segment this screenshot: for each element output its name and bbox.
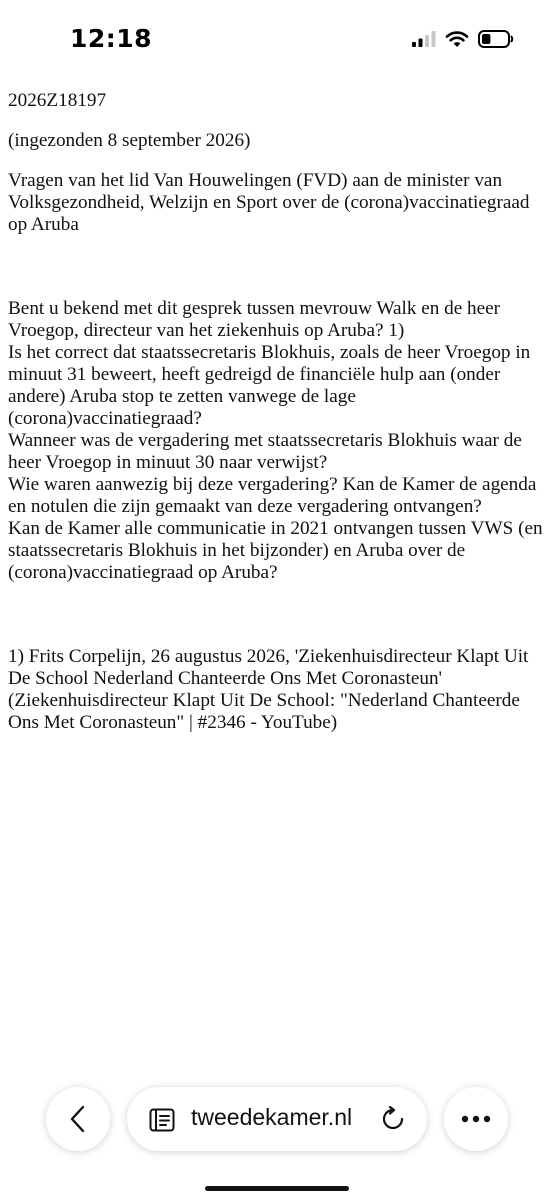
wifi-icon — [445, 30, 469, 48]
address-bar[interactable] — [127, 1087, 427, 1151]
more-button[interactable] — [444, 1087, 508, 1151]
back-button[interactable] — [46, 1087, 110, 1151]
footnote: 1) Frits Corpelijn, 26 augustus 2026, 'Ziekenhuisdirecteur Klapt Uit De School Nederland Chanteerde Ons Met Coronasteun' (Ziekenhuisdirecteur Klapt Uit De School: "Nederland Chanteerde Ons Met Coronasteun" | #2346 - YouTube) — [8, 646, 529, 733]
document-body — [8, 90, 548, 734]
more-icon — [461, 1115, 491, 1123]
document-id: 2026Z18197 — [8, 90, 107, 111]
question-item: Kan de Kamer alle communicatie in 2021 ontvangen tussen VWS (en staatssecretaris Blokhuis in het bijzonder) en Aruba over de (corona)vaccinatiegraad op Aruba? — [8, 518, 543, 583]
home-indicator — [205, 1186, 349, 1191]
status-time: 12:18 — [70, 24, 153, 53]
document-title: Vragen van het lid Van Houwelingen (FVD) aan de minister van Volksgezondheid, Welzijn en Sport over de (corona)vaccinatiegraad op Aruba — [8, 170, 530, 235]
url-text[interactable]: tweedekamer.nl — [191, 1104, 353, 1130]
browser-toolbar — [0, 1080, 554, 1160]
status-icons — [412, 30, 514, 48]
reload-icon[interactable] — [381, 1106, 405, 1132]
question-item: Bent u bekend met dit gesprek tussen mevrouw Walk en de heer Vroegop, directeur van het ziekenhuis op Aruba? 1) — [8, 298, 501, 341]
question-item: Is het correct dat staatssecretaris Blokhuis, zoals de heer Vroegop in minuut 31 beweert, heeft gedreigd de financiële hulp aan (onder andere) Aruba stop te zetten vanwege de lage (corona)vaccinatiegraad? — [8, 342, 531, 429]
signal-icon — [412, 31, 436, 47]
submission-date: (ingezonden 8 september 2026) — [8, 130, 251, 151]
question-item: Wie waren aanwezig bij deze vergadering? Kan de Kamer de agenda en notulen die zijn gemaakt van deze vergadering ontvangen? — [8, 474, 537, 517]
question-item: Wanneer was de vergadering met staatssecretaris Blokhuis waar de heer Vroegop in minuut 30 naar verwijst? — [8, 430, 522, 473]
back-icon — [69, 1105, 87, 1133]
tabs-icon — [149, 1108, 175, 1132]
status-bar — [0, 0, 554, 84]
battery-icon — [478, 30, 514, 48]
